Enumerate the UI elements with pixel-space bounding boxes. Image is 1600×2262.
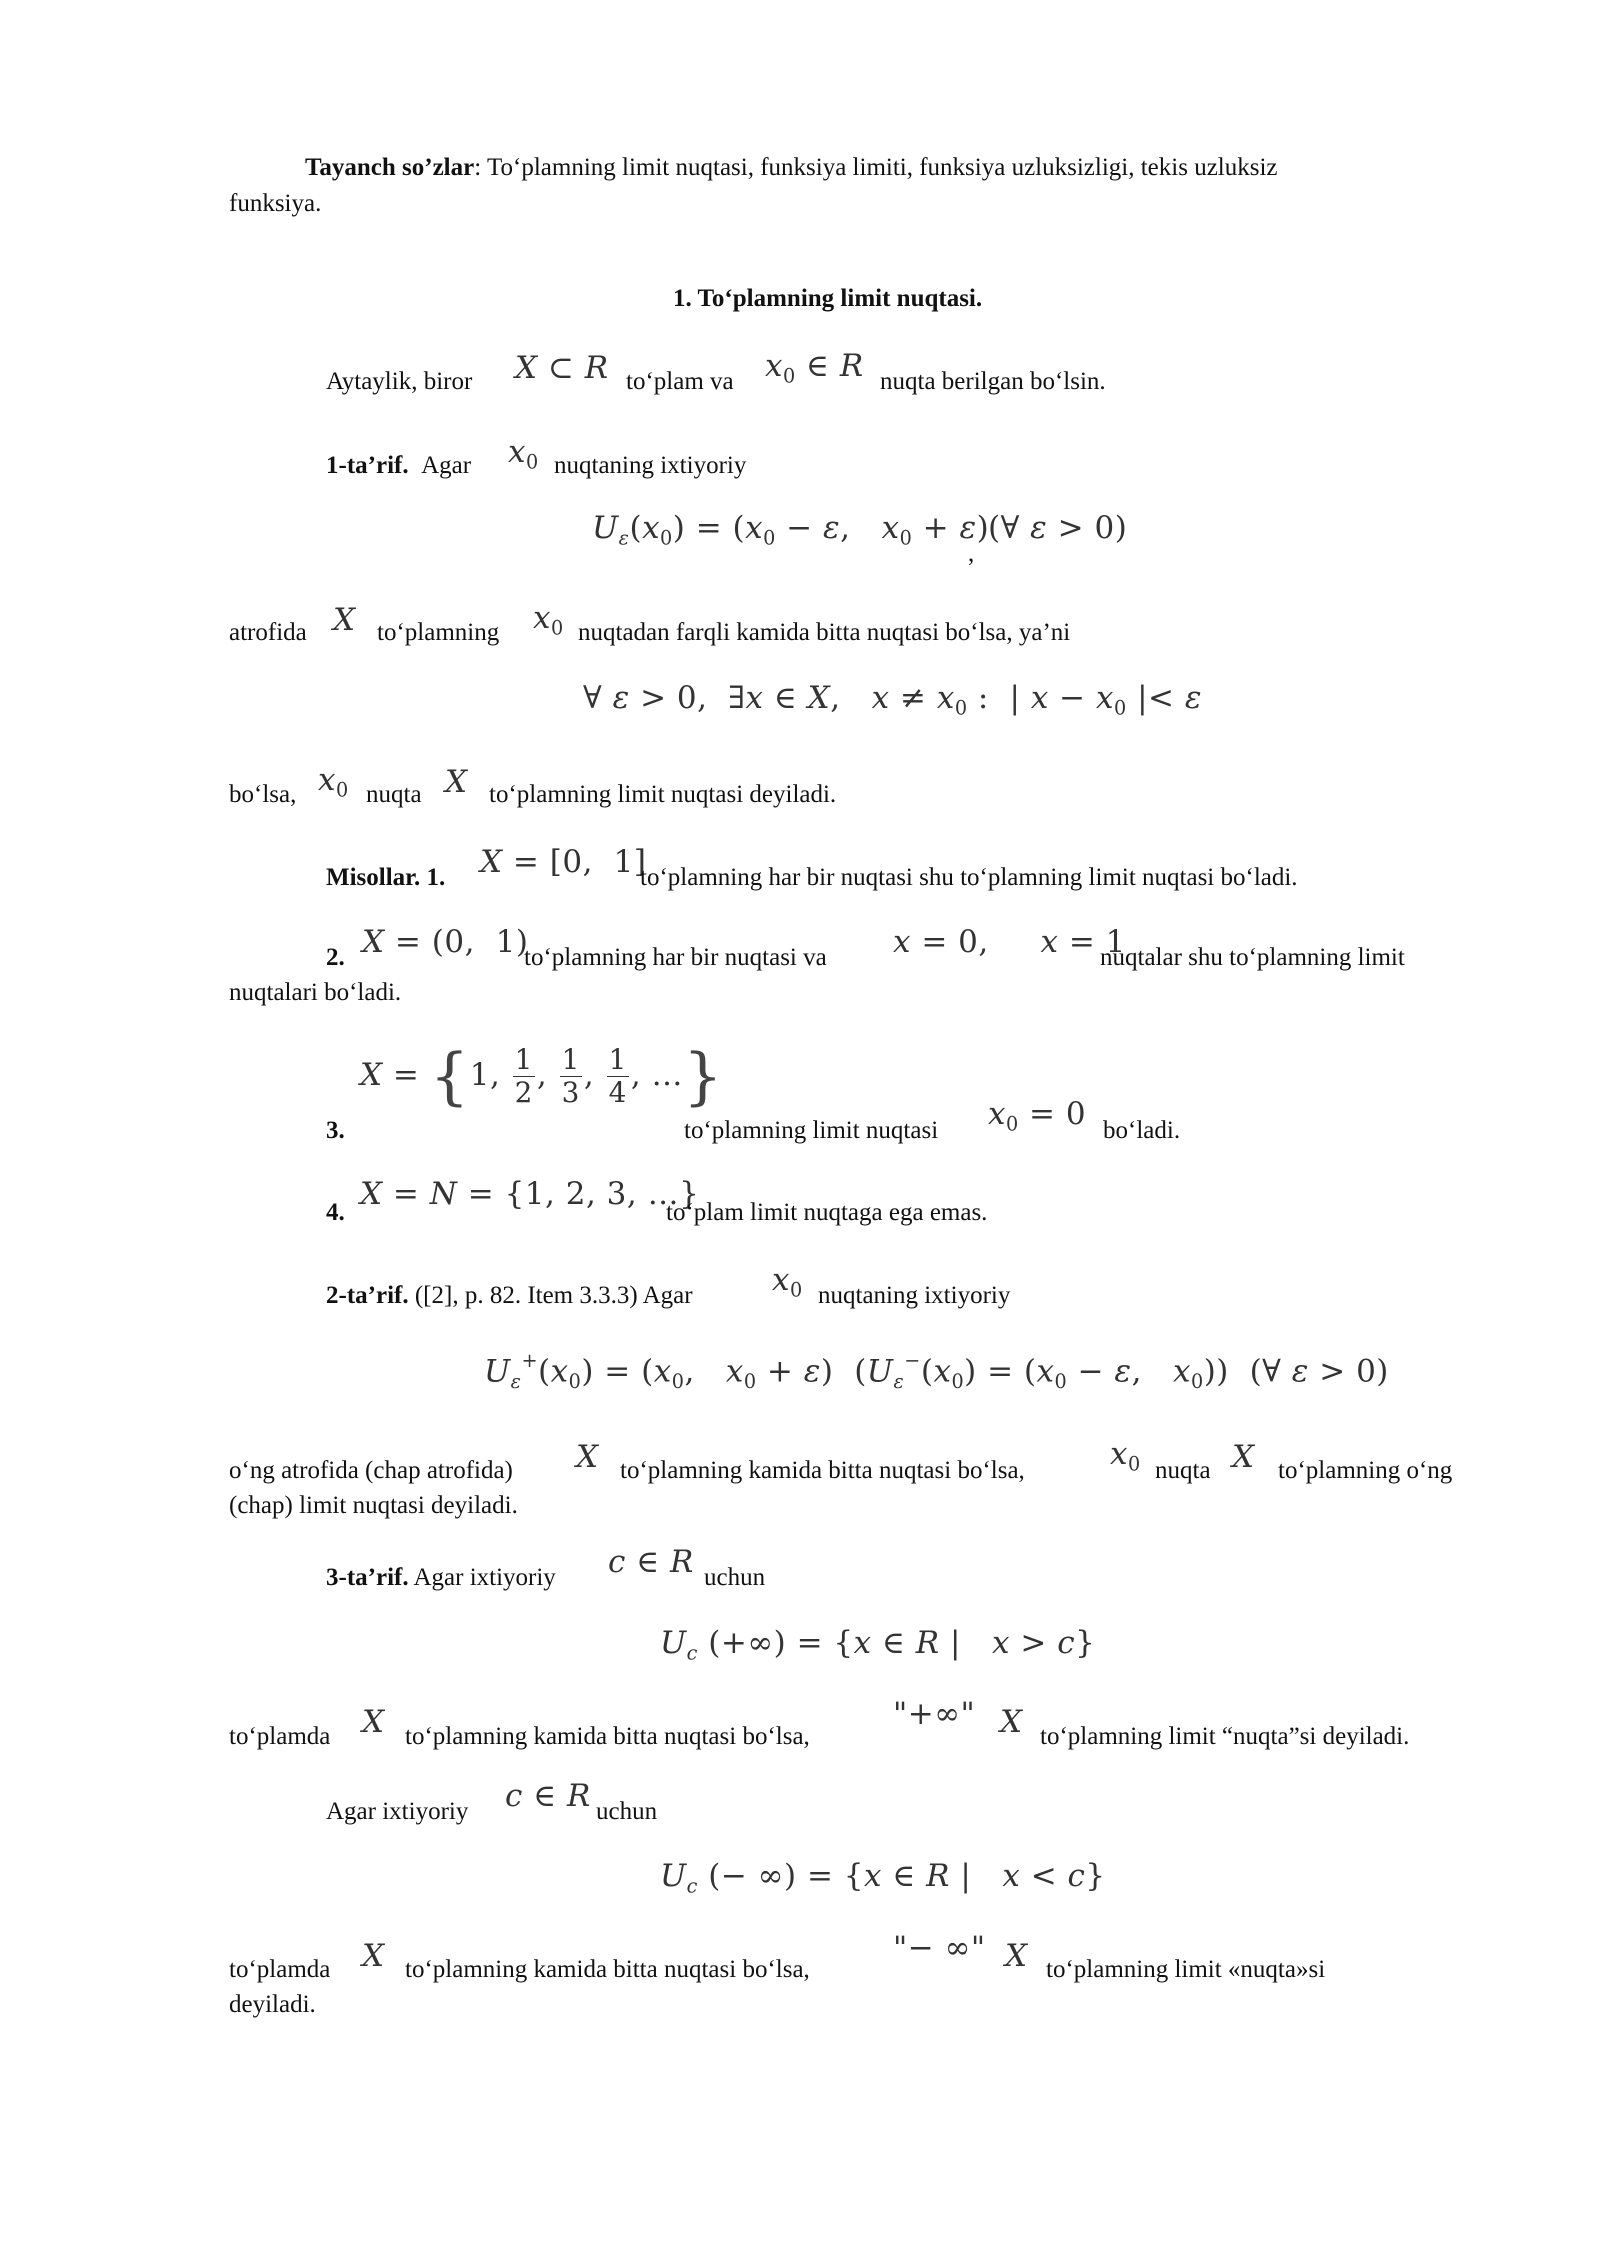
keywords-continuation: funksiya. bbox=[229, 190, 322, 217]
def1-line3-text-3: to‘plamning limit nuqtasi deyiladi. bbox=[489, 781, 837, 808]
def3-text-1: Agar ixtiyoriy bbox=[413, 1564, 556, 1591]
formula-neighborhood: $U_\varepsilon(x_0) = (x_0 - \varepsilon$, $x_0 + \varepsilon$) bbox=[592, 510, 990, 550]
def3-line2-text-3: to‘plamning limit “nuqta”si deyiladi. bbox=[1040, 1723, 1410, 1750]
def2-line2-text-2: to‘plamning kamida bitta nuqtasi bo‘lsa, bbox=[620, 1457, 1025, 1484]
formula-x0: $x_0$ bbox=[533, 600, 564, 640]
intro-text-3: nuqta berilgan bo‘lsin. bbox=[880, 368, 1106, 395]
def3-line2-text-2: to‘plamning kamida bitta nuqtasi bo‘lsa, bbox=[405, 1723, 810, 1750]
examples-label: Misollar. 1. bbox=[326, 864, 446, 891]
def2-ref: ([2], p. 82. Item 3.3.3) Agar bbox=[414, 1282, 693, 1309]
formula-x0: $x_0$ bbox=[772, 1262, 803, 1302]
example4-text: to‘plam limit nuqtaga ega emas. bbox=[666, 1199, 988, 1226]
formula-x0-in-r: $x_0$ ∈ R bbox=[765, 348, 864, 388]
example2-text-1: to‘plamning har bir nuqtasi va bbox=[524, 944, 827, 971]
def3-para2-text-1: Agar ixtiyoriy bbox=[326, 1798, 469, 1825]
keywords-text: : To‘plamning limit nuqtasi, funksiya limiti, funksiya uzluksizligi, tekis uzluksiz bbox=[474, 154, 1278, 181]
formula-forall-eps: (∀ ε > 0) bbox=[988, 510, 1128, 546]
def1-label: 1-ta’rif. bbox=[326, 452, 409, 479]
def3-line2-text-1: to‘plamda bbox=[229, 1723, 331, 1750]
example3-text-1: to‘plamning limit nuqtasi bbox=[684, 1117, 939, 1144]
formula-c-in-r: c ∈ R bbox=[608, 1544, 694, 1580]
intro-text-2: to‘plam va bbox=[626, 368, 734, 395]
def3-line4-text-1: to‘plamda bbox=[229, 1956, 331, 1983]
example3-text-2: bo‘ladi. bbox=[1103, 1117, 1181, 1144]
def2-line2-text-4: to‘plamning o‘ng bbox=[1278, 1457, 1453, 1484]
formula-x-set: X bbox=[362, 1704, 385, 1740]
def1-line-1 bbox=[326, 450, 471, 482]
formula-x0: $x_0$ bbox=[1110, 1436, 1141, 1476]
intro-text-1: Aytaylik, biror bbox=[326, 368, 473, 395]
def2-label: 2-ta’rif. bbox=[326, 1282, 409, 1309]
def2-continuation: (chap) limit nuqtasi deyiladi. bbox=[229, 1492, 518, 1519]
example4-label: 4. bbox=[326, 1199, 345, 1226]
formula-x-set: X bbox=[1005, 1938, 1028, 1974]
formula-comma: , bbox=[968, 540, 975, 567]
def2-line2-text-1: o‘ng atrofida (chap atrofida) bbox=[229, 1457, 513, 1484]
formula-harmonic-set: X = {1, $\frac{1}{2}$ , $\frac{1}{3}$ , $\frac{1}{4}$ , …} bbox=[360, 1039, 724, 1113]
def1-line2-text-3: nuqtadan farqli kamida bitta nuqtasi bo‘lsa, ya’ni bbox=[578, 619, 1071, 646]
formula-minus-infinity-neighborhood: $U_c$ (− ∞) = {x ∈ R | x < c} bbox=[660, 1858, 1106, 1898]
def3-line4-text-3: to‘plamning limit «nuqta»si bbox=[1046, 1956, 1326, 1983]
keywords-line bbox=[305, 152, 1278, 184]
def3-line-1 bbox=[326, 1562, 556, 1594]
formula-x-set: X bbox=[362, 1938, 385, 1974]
formula-naturals: X = N = {1, 2, 3, …} bbox=[360, 1176, 700, 1212]
def1-line3-text-1: bo‘lsa, bbox=[229, 781, 297, 808]
formula-minus-infinity: "− ∞" bbox=[893, 1930, 986, 1966]
def1-text-1: Agar bbox=[421, 452, 472, 479]
formula-x-set: X bbox=[1232, 1439, 1255, 1475]
formula-x0: $x_0$ bbox=[318, 762, 349, 802]
def3-text-2: uchun bbox=[704, 1564, 766, 1591]
example2-text-2: nuqtalar shu to‘plamning limit bbox=[1100, 944, 1405, 971]
formula-x-subset-r: X ⊂ R bbox=[515, 350, 609, 386]
def3-line4-text-2: to‘plamning kamida bitta nuqtasi bo‘lsa, bbox=[405, 1956, 810, 1983]
section-title: 1. To‘plamning limit nuqtasi. bbox=[673, 285, 983, 312]
def2-line2-text-3: nuqta bbox=[1155, 1457, 1211, 1484]
formula-c-in-r: c ∈ R bbox=[505, 1778, 591, 1814]
def1-line2-text-1: atrofida bbox=[229, 619, 307, 646]
formula-x-set: X bbox=[1000, 1704, 1023, 1740]
formula-endpoints: x = 0, x = 1 bbox=[893, 924, 1126, 960]
formula-open-interval: X = (0, 1) bbox=[362, 924, 529, 960]
def3-label: 3-ta’rif. bbox=[326, 1564, 409, 1591]
def2-text-2: nuqtaning ixtiyoriy bbox=[818, 1282, 1011, 1309]
example2-continuation: nuqtalari bo‘ladi. bbox=[229, 979, 402, 1006]
formula-x-set: X bbox=[333, 602, 356, 638]
def3-continuation: deyiladi. bbox=[229, 1991, 316, 2018]
def1-text-2: nuqtaning ixtiyoriy bbox=[554, 452, 747, 479]
def1-line2-text-2: to‘plamning bbox=[377, 619, 500, 646]
formula-plus-infinity: "+∞" bbox=[893, 1696, 976, 1732]
formula-one-sided-neighborhoods: $U_\varepsilon^+(x_0) = (x_0$, $x_0 + \varepsilon$) ($U_\varepsilon^-(x_0) = (x_0 - \varepsilon$, $x_0$)) (∀ ε > 0) bbox=[484, 1349, 1389, 1394]
formula-x-set: X bbox=[445, 764, 468, 800]
def2-line-1 bbox=[326, 1280, 693, 1312]
formula-closed-interval: X = [0, 1] bbox=[480, 844, 647, 880]
def1-line3-text-2: nuqta bbox=[366, 781, 422, 808]
formula-limit-condition: ∀ ε > 0, ∃x ∈ X, $x \ne x_0$ : | $x - x_0$ |< ε bbox=[583, 680, 1202, 720]
formula-x0-zero: $x_0 = 0$ bbox=[988, 1096, 1087, 1136]
example2-label: 2. bbox=[326, 944, 345, 971]
def3-para2-text-2: uchun bbox=[596, 1798, 658, 1825]
formula-x-set: X bbox=[576, 1439, 599, 1475]
example1-text: to‘plamning har bir nuqtasi shu to‘plamning limit nuqtasi bo‘ladi. bbox=[640, 864, 1298, 891]
keywords-label: Tayanch so’zlar bbox=[305, 154, 475, 181]
formula-plus-infinity-neighborhood: $U_c$ (+∞) = {x ∈ R | x > c} bbox=[660, 1625, 1096, 1665]
formula-x0: $x_0$ bbox=[508, 434, 539, 474]
example3-label: 3. bbox=[326, 1117, 345, 1144]
